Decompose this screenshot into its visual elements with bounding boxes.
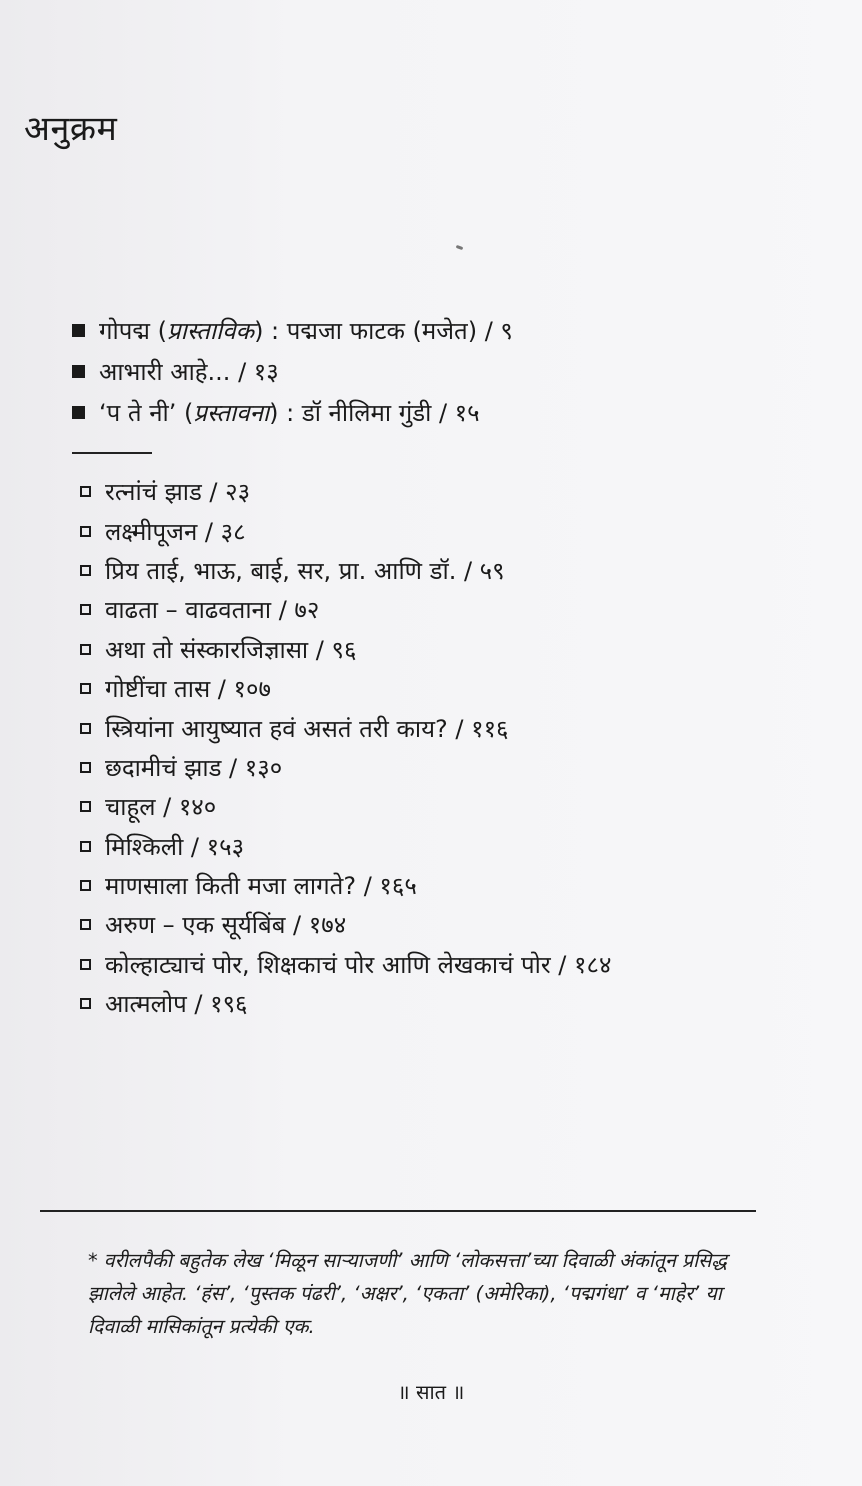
footnote-asterisk: *	[88, 1249, 98, 1272]
empty-square-icon	[80, 959, 91, 970]
chapter-title: चाहूल / १४०	[105, 793, 217, 822]
section-divider	[72, 452, 152, 454]
chapter-title: लक्ष्मीपूजन / ३८	[105, 517, 246, 546]
chapter-item	[80, 905, 780, 944]
prelim-item	[72, 392, 772, 433]
chapter-title: छदामीचं झाड / १३०	[105, 753, 283, 782]
chapter-item	[80, 472, 780, 511]
chapter-item	[80, 669, 780, 708]
chapter-list	[80, 472, 780, 1023]
empty-square-icon	[80, 565, 91, 576]
filled-square-icon	[72, 324, 85, 337]
chapter-item	[80, 708, 780, 747]
chapter-title: आत्मलोप / १९६	[105, 990, 248, 1019]
chapter-title: कोल्हाट्याचं पोर, शिक्षकाचं पोर आणि लेखकाचं पोर / १८४	[105, 950, 612, 979]
chapter-title: गोष्टींचा तास / १०७	[105, 675, 271, 704]
chapter-title: मिश्किली / १५३	[105, 832, 245, 861]
empty-square-icon	[80, 841, 91, 852]
chapter-title: माणसाला किती मजा लागते? / १६५	[105, 872, 417, 901]
chapter-item	[80, 827, 780, 866]
prelim-text-before: आभारी आहे... / १३	[99, 358, 279, 386]
chapter-item	[80, 787, 780, 826]
filled-square-icon	[72, 365, 85, 378]
prelim-text-after: ) : डॉ नीलिमा गुंडी / १५	[269, 399, 480, 427]
prelim-item	[72, 310, 772, 351]
footnote-divider	[40, 1210, 756, 1212]
chapter-item	[80, 984, 780, 1023]
footnote-text: वरीलपैकी बहुतेक लेख ‘मिळून साऱ्याजणी’ आणि ‘लोकसत्ता’च्या दिवाळी अंकांतून प्रसिद्ध झालेले आहेत. ‘हंस’, ‘पुस्तक पंढरी’, ‘अक्षर’, ‘एकता’ (अमेरिका), ‘पद्मगंधा’ व ‘माहेर’ या दिवाळी मासिकांतून प्रत्येकी एक.	[88, 1249, 727, 1338]
chapter-title: रत्नांचं झाड / २३	[105, 478, 251, 507]
chapter-item	[80, 748, 780, 787]
empty-square-icon	[80, 486, 91, 497]
chapter-item	[80, 630, 780, 669]
chapter-item	[80, 866, 780, 905]
chapter-item	[80, 511, 780, 550]
empty-square-icon	[80, 919, 91, 930]
chapter-title: स्त्रियांना आयुष्यात हवं असतं तरी काय? / ११६	[105, 714, 509, 743]
prelim-text-after: ) : पद्मजा फाटक (मजेत) / ९	[254, 317, 513, 345]
page-number: ॥ सात ॥	[397, 1380, 465, 1404]
prelim-text-before: गोपद्म (	[99, 317, 167, 345]
chapter-title: वाढता – वाढवताना / ७२	[105, 596, 320, 625]
ink-speck	[456, 245, 464, 250]
empty-square-icon	[80, 526, 91, 537]
empty-square-icon	[80, 604, 91, 615]
prelim-list	[72, 310, 772, 433]
chapter-item	[80, 551, 780, 590]
empty-square-icon	[80, 683, 91, 694]
empty-square-icon	[80, 644, 91, 655]
empty-square-icon	[80, 801, 91, 812]
empty-square-icon	[80, 880, 91, 891]
prelim-item	[72, 351, 772, 392]
footnote	[88, 1244, 738, 1343]
empty-square-icon	[80, 762, 91, 773]
chapter-title: प्रिय ताई, भाऊ, बाई, सर, प्रा. आणि डॉ. / ५९	[105, 556, 505, 585]
prelim-text-italic: प्रास्ताविक	[166, 317, 255, 345]
empty-square-icon	[80, 998, 91, 1009]
prelim-text-italic: प्रस्तावना	[193, 399, 270, 427]
empty-square-icon	[80, 723, 91, 734]
prelim-text-before: ‘प ते नी’ (	[99, 399, 194, 427]
chapter-item	[80, 590, 780, 629]
chapter-item	[80, 945, 780, 984]
page-title: अनुक्रम	[24, 109, 118, 149]
filled-square-icon	[72, 406, 85, 419]
chapter-title: अरुण – एक सूर्यबिंब / १७४	[105, 911, 347, 940]
chapter-title: अथा तो संस्कारजिज्ञासा / ९६	[105, 635, 357, 664]
